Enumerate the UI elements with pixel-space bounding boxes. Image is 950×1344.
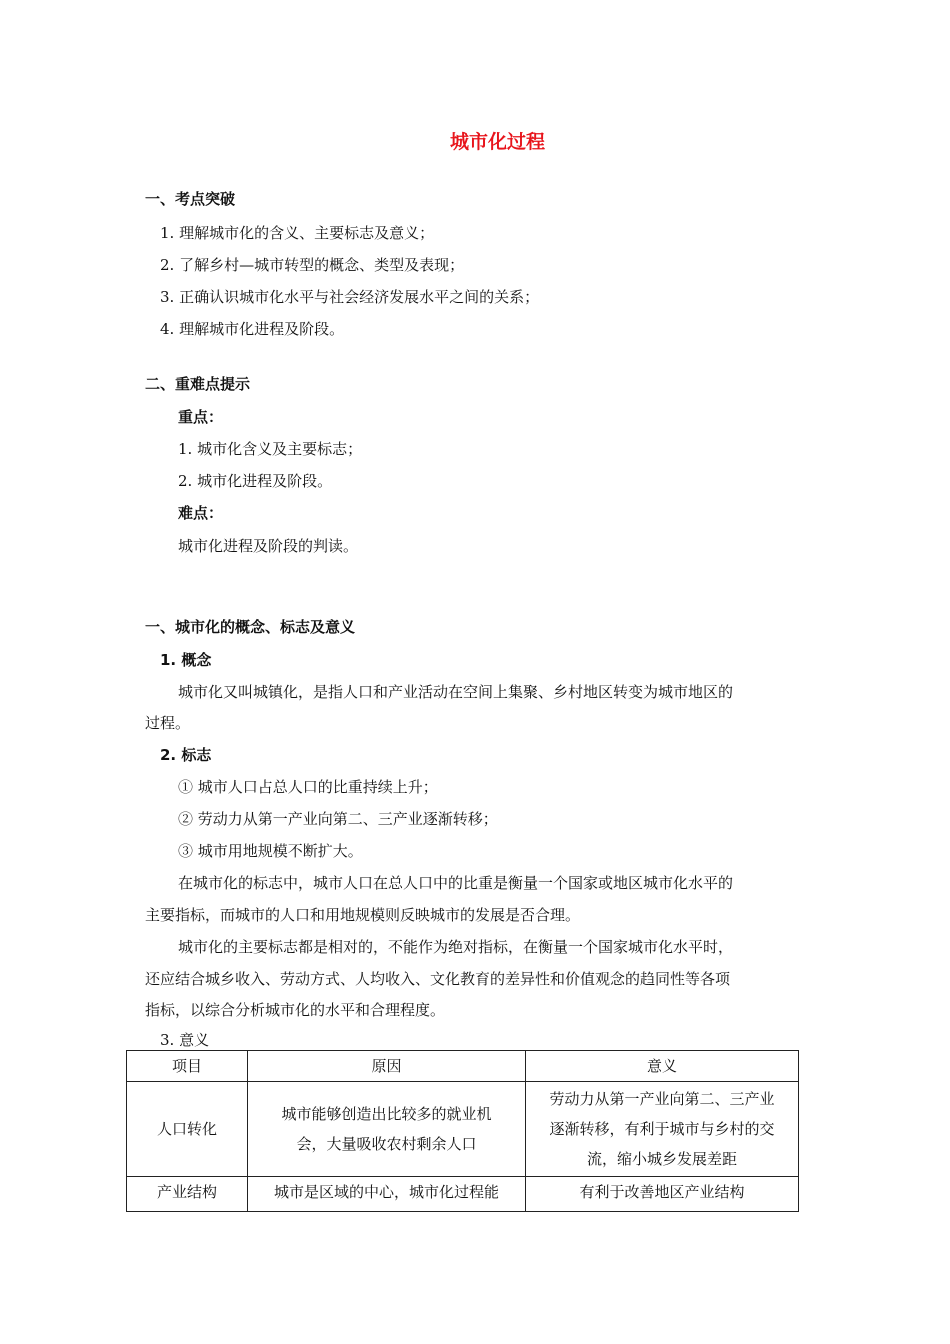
list-item: ② 劳动力从第一产业向第二、三产业逐渐转移；	[178, 810, 498, 828]
list-item: 2. 城市化进程及阶段。	[178, 472, 333, 490]
paragraph: 指标，以综合分析城市化的水平和合理程度。	[145, 1001, 446, 1019]
table-row	[127, 1177, 799, 1212]
table-cell: 产业结构	[127, 1177, 248, 1212]
list-item: ③ 城市用地规模不断扩大。	[178, 842, 363, 860]
table-header-row	[127, 1051, 799, 1082]
cell-line: 逐渐转移，有利于城市与乡村的交	[549, 1120, 775, 1138]
list-item: 2. 了解乡村—城市转型的概念、类型及表现；	[160, 256, 465, 274]
list-item: 1. 城市化含义及主要标志；	[178, 440, 363, 458]
table-cell: 城市是区域的中心，城市化过程能	[248, 1177, 526, 1212]
paragraph: 在城市化的标志中，城市人口在总人口中的比重是衡量一个国家或地区城市化水平的	[178, 874, 734, 892]
content-heading: 一、城市化的概念、标志及意义	[145, 618, 356, 636]
list-item: 4. 理解城市化进程及阶段。	[160, 320, 345, 338]
page-title: 城市化过程	[449, 131, 545, 153]
list-item: 3. 正确认识城市化水平与社会经济发展水平之间的关系；	[160, 288, 540, 306]
table-cell	[248, 1082, 526, 1177]
table-cell	[526, 1082, 799, 1177]
column-header: 原因	[248, 1051, 526, 1082]
cell-line: 城市能够创造出比较多的就业机	[281, 1105, 492, 1123]
paragraph: 还应结合城乡收入、劳动方式、人均收入、文化教育的差异性和价值观念的趋同性等各项	[145, 970, 731, 988]
significance-label: 3. 意义	[160, 1031, 210, 1049]
section-heading-key-points: 一、考点突破	[145, 190, 236, 208]
cell-line: 流，缩小城乡发展差距	[586, 1150, 737, 1168]
table-cell: 人口转化	[127, 1082, 248, 1177]
difficulty-text: 城市化进程及阶段的判读。	[178, 537, 359, 555]
table-row	[127, 1082, 799, 1177]
key-label: 重点：	[178, 408, 224, 426]
column-header: 意义	[526, 1051, 799, 1082]
cell-line: 劳动力从第一产业向第二、三产业	[549, 1090, 775, 1108]
cell-line: 会，大量吸收农村剩余人口	[296, 1135, 477, 1153]
concept-label: 1. 概念	[160, 651, 212, 669]
difficulty-label: 难点：	[178, 504, 224, 522]
paragraph: 主要指标，而城市的人口和用地规模则反映城市的发展是否合理。	[145, 906, 581, 924]
marks-label: 2. 标志	[160, 746, 212, 764]
concept-text: 过程。	[145, 714, 191, 732]
column-header: 项目	[127, 1051, 248, 1082]
list-item: ① 城市人口占总人口的比重持续上升；	[178, 778, 438, 796]
significance-table	[126, 1050, 799, 1212]
section-heading-focus: 二、重难点提示	[145, 375, 251, 393]
list-item: 1. 理解城市化的含义、主要标志及意义；	[160, 224, 435, 242]
table-cell: 有利于改善地区产业结构	[526, 1177, 799, 1212]
concept-text: 城市化又叫城镇化，是指人口和产业活动在空间上集聚、乡村地区转变为城市地区的	[178, 683, 734, 701]
paragraph: 城市化的主要标志都是相对的，不能作为绝对指标，在衡量一个国家城市化水平时，	[178, 938, 734, 956]
